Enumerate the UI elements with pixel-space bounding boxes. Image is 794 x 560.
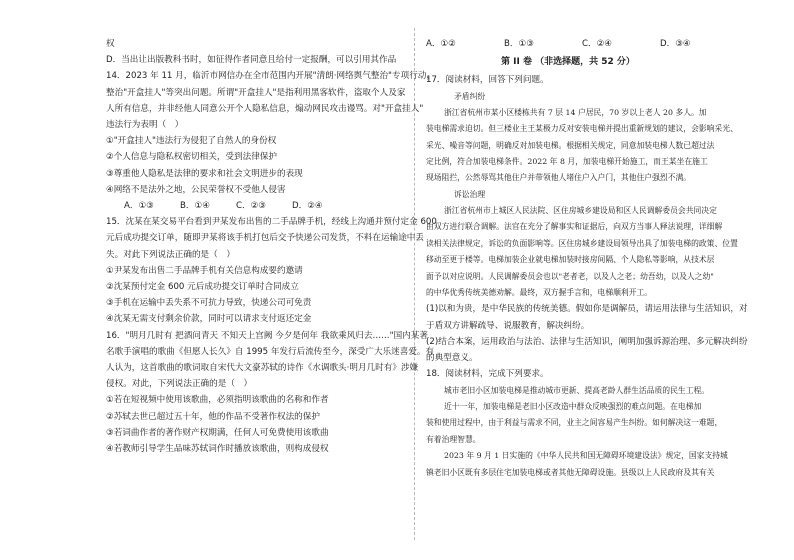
q15-stem: 失。对此下列说法正确的是（ ） [106,249,235,260]
q15-statement: ③手机在运输中丢失系不可抗力导致，快递公司可免责 [106,298,312,309]
q14-option-c: C．②③ [236,201,267,212]
option-d-text: D．当出让出版教科书时，如征得作者同意且给付一定报酬，可以引用其作品 [106,55,397,66]
q14-option-d: D．②④ [292,201,323,212]
q16-option-b: B．①③ [504,39,534,49]
q15-stem: 15．沈某在某交易平台看到尹某发布出售的二手品牌手机，经线上沟通并预付定金 600 [106,217,437,228]
q17-task: (2)结合本案，运用政治与法治、法律与生活知识，阐明加强诉源治理、多元解决纠纷 [426,336,748,347]
section-title: 第 II 卷 （非选择题，共 52 分） [501,57,635,68]
q14-statement: ③尊重他人隐私是法律的要求和社会文明进步的表现 [106,168,303,179]
q14-stem: 人所有信息，并非经他人同意公开个人隐私信息，煽动网民攻击谩骂。对"开盒挂人" [106,103,424,114]
q14-statement: ④网络不是法外之地，公民荣誉权不受他人侵害 [106,184,286,195]
q15-statement: ④沈某无需支付剩余价款，同时可以请求支付返还定金 [106,314,312,325]
material-paragraph: 定比例，符合加装电梯条件。2022 年 8 月，加装电梯开始施工，而王某坐在施工 [426,157,708,167]
material-paragraph: 的中华优秀传统美德劝解。最终，双方握手言和，电梯顺利开工。 [426,288,653,298]
q14-option-b: B．①④ [180,201,210,212]
q15-statement: ②沈某预付定金 600 元后成功提交订单时合同成立 [106,282,299,293]
q17-task: 的典型意义。 [426,353,478,364]
q14-stem: 违法行为表明（ ） [106,120,184,131]
left-column [106,36,437,457]
q14-stem: 14．2023 年 11 月，临沂市网信办在全市范围内开展"清朗·网络舆气整治"专项行动， [106,71,435,82]
q16-statement: ②苏轼去世已超过五十年，他的作品不受著作权法的保护 [106,411,320,422]
material-paragraph: 镇老旧小区既有多层住宅加装电梯或者其他无障碍设施。县级以上人民政府及其有关 [426,467,715,477]
q14-option-a: A．①③ [124,201,154,212]
q18-heading: 18．阅读材料，完成下列要求。 [426,369,549,380]
q17-task: 于盾双方讲解疏导、说服教育，解决纠纷。 [426,320,590,331]
subheading-litigation: 诉讼治理 [454,189,486,199]
q15-stem: 元后成功提交订单，随即尹某将该手机打包后交予快递公司发货，不料在运输途中丢 [106,233,424,244]
q16-statement: ①若在短视频中使用该歌曲，必须指明该歌曲的名称和作者 [106,395,329,406]
material-paragraph: 现场阻拦，公然辱骂其他住户并带领他人堵住户入户门，其他住户强烈不满。 [426,173,692,183]
q14-statement: ②个人信息与隐私权密切相关，受到法律保护 [106,152,277,163]
material-paragraph: 浙江省杭州市某小区楼栋共有 7 层 14 户居民，70 岁以上老人 20 多人。加 [444,107,707,117]
q16-statement: ④若教师引导学生品味苏轼词作时播放该歌曲，则构成侵权 [106,444,329,455]
q16-statement: ③若词曲作者的著作财产权期满，任何人可免费使用该歌曲 [106,427,329,438]
q16-option-d: D．③④ [660,39,691,49]
material-paragraph: 装电梯需求迫切。但三楼业主王某极力反对安装电梯并提出重新规划的建议，会影响采光、 [426,124,738,134]
subheading-dispute: 矛盾纠纷 [454,91,486,101]
q16-stem: 16．"明月几时有 把酒问青天 不知天上宫阙 今夕是何年 我欲乘风归去……"国内某著 [106,330,428,341]
q17-task: (1)以和为贵，是中华民族的传统美德。假如你是调解员，请运用法律与生活知识，对 [426,304,748,315]
material-paragraph: 浙江省杭州市上城区人民法院、区住房城乡建设局和区人民调解委员会共同决定 [444,206,717,216]
material-paragraph: 读相关法律规定，诉讼的负面影响等。区住房城乡建设局领导出具了加装电梯的政策、位置 [426,238,738,248]
q16-option-a: A．①② [426,39,456,49]
text-line: 权 [106,39,115,49]
material-paragraph: 2023 年 9 月 1 日实施的《中华人民共和国无障碍环境建设法》规定，国家支持城 [444,451,728,461]
q16-options [426,36,710,52]
material-paragraph: 装和使用过程中，由于利益与需求不同，业主之间容易产生纠纷。如何解决这一难题， [426,418,723,428]
q14-stem: 整治"开盒挂人"等突出问题。所谓"开盒挂人"是指利用黑客软件，盗取个人及家 [106,87,406,98]
material-paragraph: 面予以对应说明。人民调解委员会也以"老者老，以及人之老；幼吾幼，以及人之幼" [426,271,714,281]
material-paragraph: 近十一年，加装电梯是老旧小区改造中群众反映强烈的难点问题。在电梯加 [444,401,702,411]
material-paragraph: 采光、噪音等问题，明确反对加装电梯。根据相关规定，同意加装电梯人数已超过法 [426,140,715,150]
material-paragraph: 有着治理智慧。 [426,434,481,444]
right-column [426,36,748,481]
q17-heading: 17．阅读材料，回答下列问题。 [426,75,549,86]
material-paragraph: 由双方进行联合调解。法官在充分了解事实和证据后，向双方当事人释法说理，详细解 [426,222,723,232]
q16-stem: 名歌手演唱的歌曲《但愿人长久》自 1995 年发行后流传至今，深受广大乐迷喜爱。有 [106,346,435,357]
q16-option-c: C．②④ [582,39,613,49]
q14-options [106,198,406,214]
material-paragraph: 城市老旧小区加装电梯是推动城市更新、提高老龄人群生活品质的民生工程。 [444,385,710,395]
material-paragraph: 移动至更于楼等。电梯加装企业就电梯加装时接房间隔、个人隐私等影响，从技术层 [426,255,715,265]
q14-statement: ①"开盒挂人"违法行为侵犯了自然人的身份权 [106,136,277,147]
q16-stem: 人认为，这首歌曲的歌词取自宋代大文豪苏轼的诗作《水调歌头·明月几时有》涉嫌 [106,363,419,374]
q15-statement: ①尹某发布出售二手品牌手机有关信息构成要约邀请 [106,265,303,276]
q16-stem: 侵权。对此，下列说法正确的是（ ） [106,379,253,390]
